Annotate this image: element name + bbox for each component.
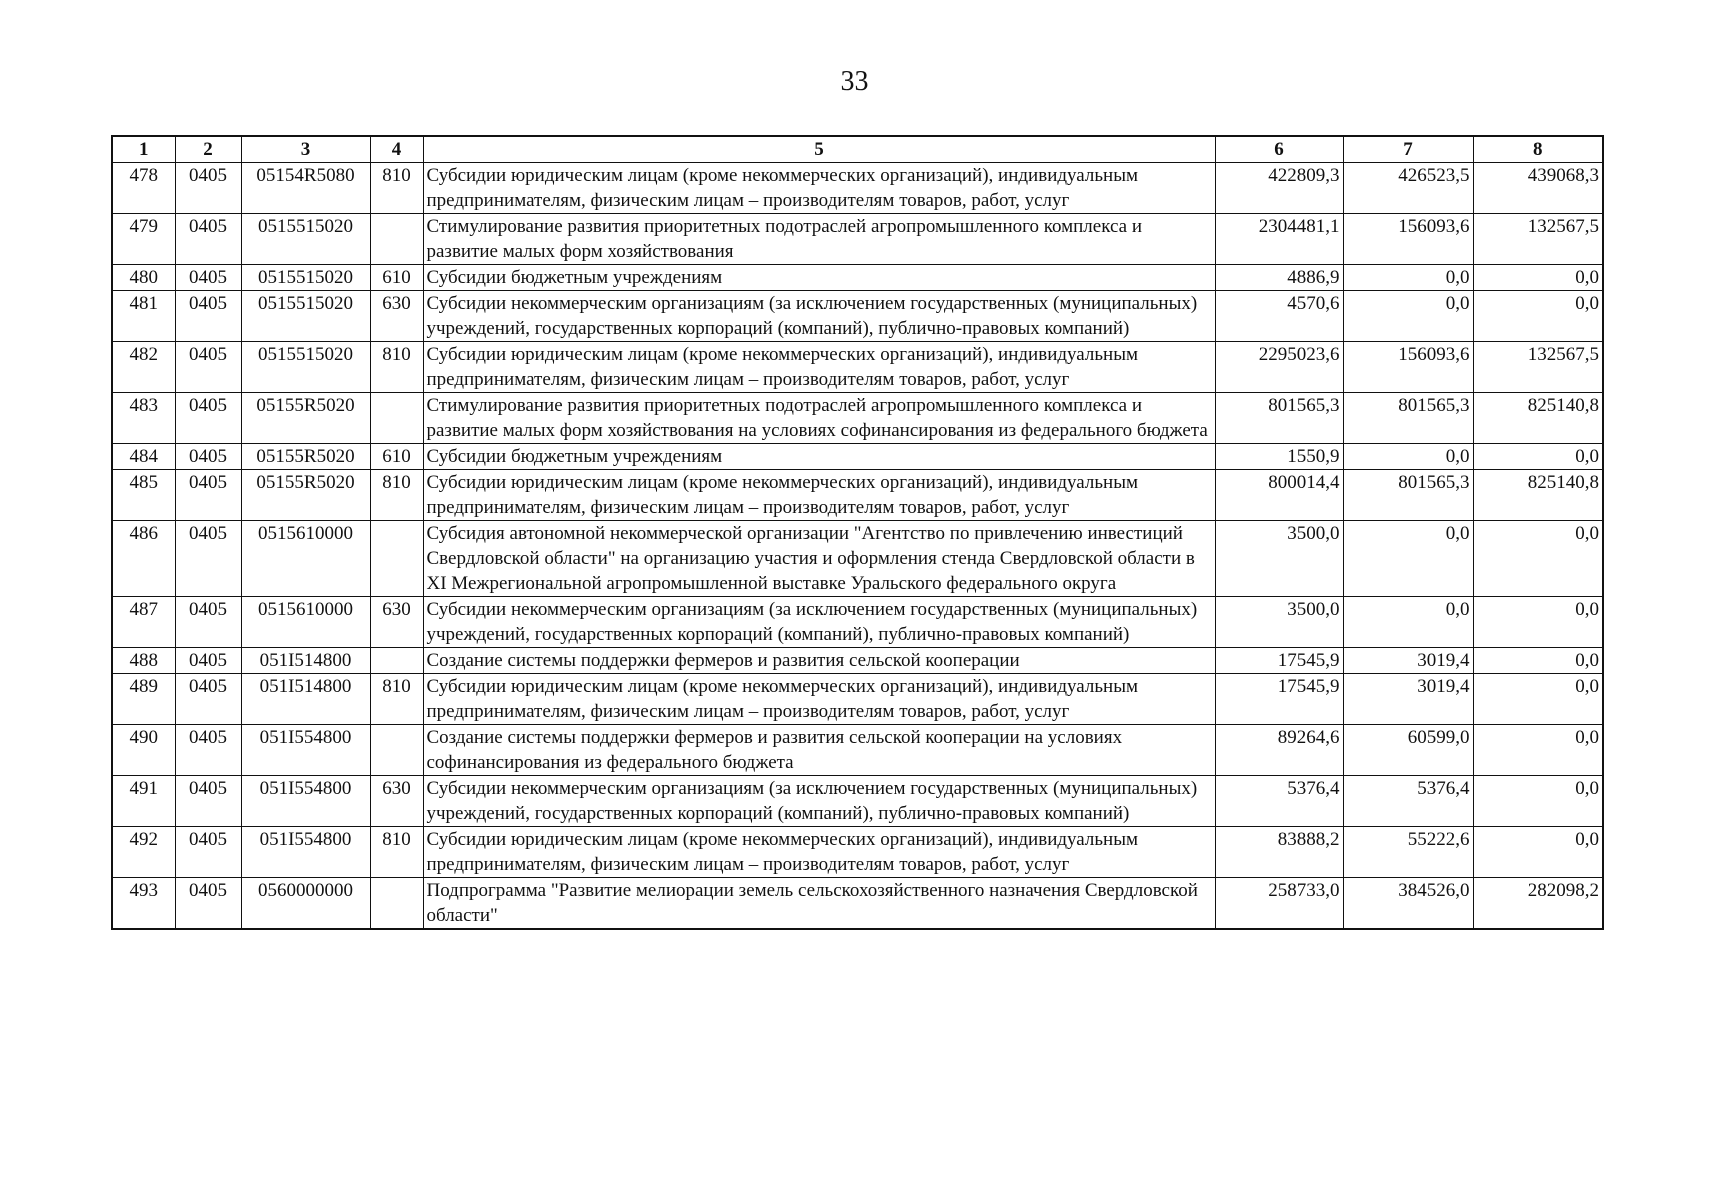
table-row [112, 163, 1603, 214]
row-number: 478 [112, 163, 175, 214]
row-description: Субсидии юридическим лицам (кроме некоммерческих организаций), индивидуальным предпринимателям, физическим лицам – производителям товаров, работ, услуг [423, 342, 1215, 393]
target-article-code: 0515610000 [241, 597, 370, 648]
row-description: Субсидии некоммерческим организациям (за исключением государственных (муниципальных) учреждений, государственных корпораций (компаний), публично-правовых компаний) [423, 776, 1215, 827]
row-number: 485 [112, 470, 175, 521]
expense-type-code [370, 878, 423, 930]
amount-col-7: 384526,0 [1343, 878, 1473, 930]
row-description: Стимулирование развития приоритетных подотраслей агропромышленного комплекса и развитие малых форм хозяйствования [423, 214, 1215, 265]
amount-col-7: 0,0 [1343, 444, 1473, 470]
expense-type-code: 610 [370, 265, 423, 291]
expense-type-code [370, 521, 423, 597]
row-description: Субсидии некоммерческим организациям (за исключением государственных (муниципальных) учреждений, государственных корпораций (компаний), публично-правовых компаний) [423, 597, 1215, 648]
amount-col-7: 0,0 [1343, 597, 1473, 648]
target-article-code: 05155R5020 [241, 444, 370, 470]
row-number: 490 [112, 725, 175, 776]
amount-col-8: 0,0 [1473, 597, 1603, 648]
target-article-code: 0515515020 [241, 265, 370, 291]
row-number: 484 [112, 444, 175, 470]
amount-col-7: 60599,0 [1343, 725, 1473, 776]
section-code: 0405 [175, 444, 241, 470]
table-body [112, 163, 1603, 930]
table-row [112, 393, 1603, 444]
expense-type-code: 810 [370, 674, 423, 725]
row-description: Субсидии юридическим лицам (кроме некоммерческих организаций), индивидуальным предпринимателям, физическим лицам – производителям товаров, работ, услуг [423, 674, 1215, 725]
target-article-code: 0515515020 [241, 291, 370, 342]
row-number: 483 [112, 393, 175, 444]
amount-col-7: 0,0 [1343, 521, 1473, 597]
amount-col-8: 0,0 [1473, 521, 1603, 597]
section-code: 0405 [175, 214, 241, 265]
table-row [112, 342, 1603, 393]
header-col-3: 3 [241, 136, 370, 163]
row-number: 493 [112, 878, 175, 930]
table-row [112, 214, 1603, 265]
header-col-7: 7 [1343, 136, 1473, 163]
row-description: Субсидии юридическим лицам (кроме некоммерческих организаций), индивидуальным предпринимателям, физическим лицам – производителям товаров, работ, услуг [423, 163, 1215, 214]
expense-type-code: 630 [370, 291, 423, 342]
row-number: 487 [112, 597, 175, 648]
amount-col-6: 422809,3 [1215, 163, 1343, 214]
header-col-8: 8 [1473, 136, 1603, 163]
amount-col-8: 0,0 [1473, 444, 1603, 470]
table-row [112, 674, 1603, 725]
amount-col-8: 282098,2 [1473, 878, 1603, 930]
amount-col-7: 0,0 [1343, 265, 1473, 291]
target-article-code: 05154R5080 [241, 163, 370, 214]
amount-col-7: 801565,3 [1343, 470, 1473, 521]
table-row [112, 648, 1603, 674]
amount-col-6: 2295023,6 [1215, 342, 1343, 393]
table-row [112, 265, 1603, 291]
amount-col-7: 5376,4 [1343, 776, 1473, 827]
table-row [112, 878, 1603, 930]
header-col-2: 2 [175, 136, 241, 163]
section-code: 0405 [175, 393, 241, 444]
header-col-5: 5 [423, 136, 1215, 163]
section-code: 0405 [175, 163, 241, 214]
target-article-code: 05155R5020 [241, 470, 370, 521]
amount-col-7: 3019,4 [1343, 648, 1473, 674]
amount-col-7: 55222,6 [1343, 827, 1473, 878]
amount-col-6: 2304481,1 [1215, 214, 1343, 265]
amount-col-6: 4570,6 [1215, 291, 1343, 342]
amount-col-6: 801565,3 [1215, 393, 1343, 444]
table-row [112, 827, 1603, 878]
expense-type-code: 810 [370, 163, 423, 214]
amount-col-6: 83888,2 [1215, 827, 1343, 878]
budget-table [111, 135, 1604, 930]
row-number: 488 [112, 648, 175, 674]
row-description: Стимулирование развития приоритетных подотраслей агропромышленного комплекса и развитие малых форм хозяйствования на условиях софинансирования из федерального бюджета [423, 393, 1215, 444]
row-number: 491 [112, 776, 175, 827]
target-article-code: 051I554800 [241, 776, 370, 827]
expense-type-code: 630 [370, 597, 423, 648]
section-code: 0405 [175, 827, 241, 878]
target-article-code: 05155R5020 [241, 393, 370, 444]
table-row [112, 725, 1603, 776]
row-description: Субсидии юридическим лицам (кроме некоммерческих организаций), индивидуальным предпринимателям, физическим лицам – производителям товаров, работ, услуг [423, 470, 1215, 521]
target-article-code: 0515610000 [241, 521, 370, 597]
expense-type-code [370, 214, 423, 265]
row-number: 489 [112, 674, 175, 725]
row-number: 480 [112, 265, 175, 291]
target-article-code: 051I514800 [241, 674, 370, 725]
table-row [112, 470, 1603, 521]
amount-col-8: 0,0 [1473, 291, 1603, 342]
page-number: 33 [840, 66, 869, 97]
row-description: Субсидии бюджетным учреждениям [423, 265, 1215, 291]
table-row [112, 597, 1603, 648]
section-code: 0405 [175, 878, 241, 930]
row-number: 481 [112, 291, 175, 342]
amount-col-6: 5376,4 [1215, 776, 1343, 827]
target-article-code: 0560000000 [241, 878, 370, 930]
row-description: Подпрограмма "Развитие мелиорации земель сельскохозяйственного назначения Свердловской области" [423, 878, 1215, 930]
amount-col-7: 156093,6 [1343, 214, 1473, 265]
amount-col-8: 0,0 [1473, 725, 1603, 776]
amount-col-8: 825140,8 [1473, 393, 1603, 444]
amount-col-6: 3500,0 [1215, 521, 1343, 597]
table-row [112, 444, 1603, 470]
table-row [112, 291, 1603, 342]
amount-col-8: 0,0 [1473, 674, 1603, 725]
amount-col-8: 0,0 [1473, 648, 1603, 674]
target-article-code: 0515515020 [241, 214, 370, 265]
amount-col-7: 801565,3 [1343, 393, 1473, 444]
amount-col-8: 0,0 [1473, 827, 1603, 878]
amount-col-7: 426523,5 [1343, 163, 1473, 214]
row-description: Субсидии некоммерческим организациям (за исключением государственных (муниципальных) учреждений, государственных корпораций (компаний), публично-правовых компаний) [423, 291, 1215, 342]
target-article-code: 051I514800 [241, 648, 370, 674]
amount-col-7: 0,0 [1343, 291, 1473, 342]
expense-type-code [370, 393, 423, 444]
amount-col-6: 89264,6 [1215, 725, 1343, 776]
expense-type-code: 610 [370, 444, 423, 470]
expense-type-code: 810 [370, 342, 423, 393]
row-number: 482 [112, 342, 175, 393]
row-number: 479 [112, 214, 175, 265]
expense-type-code: 630 [370, 776, 423, 827]
amount-col-6: 17545,9 [1215, 674, 1343, 725]
row-description: Создание системы поддержки фермеров и развития сельской кооперации на условиях софинансирования из федерального бюджета [423, 725, 1215, 776]
amount-col-8: 132567,5 [1473, 342, 1603, 393]
amount-col-6: 3500,0 [1215, 597, 1343, 648]
amount-col-7: 156093,6 [1343, 342, 1473, 393]
row-description: Создание системы поддержки фермеров и развития сельской кооперации [423, 648, 1215, 674]
expense-type-code: 810 [370, 470, 423, 521]
section-code: 0405 [175, 470, 241, 521]
amount-col-8: 132567,5 [1473, 214, 1603, 265]
amount-col-6: 258733,0 [1215, 878, 1343, 930]
amount-col-8: 825140,8 [1473, 470, 1603, 521]
table-row [112, 776, 1603, 827]
section-code: 0405 [175, 342, 241, 393]
section-code: 0405 [175, 725, 241, 776]
target-article-code: 051I554800 [241, 725, 370, 776]
amount-col-8: 0,0 [1473, 776, 1603, 827]
target-article-code: 051I554800 [241, 827, 370, 878]
section-code: 0405 [175, 648, 241, 674]
expense-type-code: 810 [370, 827, 423, 878]
amount-col-6: 1550,9 [1215, 444, 1343, 470]
row-description: Субсидии юридическим лицам (кроме некоммерческих организаций), индивидуальным предпринимателям, физическим лицам – производителям товаров, работ, услуг [423, 827, 1215, 878]
section-code: 0405 [175, 597, 241, 648]
header-col-1: 1 [112, 136, 175, 163]
row-description: Субсидии бюджетным учреждениям [423, 444, 1215, 470]
section-code: 0405 [175, 674, 241, 725]
amount-col-6: 800014,4 [1215, 470, 1343, 521]
header-col-6: 6 [1215, 136, 1343, 163]
amount-col-6: 4886,9 [1215, 265, 1343, 291]
row-description: Субсидия автономной некоммерческой организации "Агентство по привлечению инвестиций Свердловской области" на организацию участия и оформления стенда Свердловской области в XI Межрегиональной агропромышленной выставке Уральского федерального округа [423, 521, 1215, 597]
expense-type-code [370, 725, 423, 776]
header-row [112, 136, 1603, 163]
target-article-code: 0515515020 [241, 342, 370, 393]
expense-type-code [370, 648, 423, 674]
amount-col-6: 17545,9 [1215, 648, 1343, 674]
amount-col-7: 3019,4 [1343, 674, 1473, 725]
amount-col-8: 0,0 [1473, 265, 1603, 291]
header-col-4: 4 [370, 136, 423, 163]
section-code: 0405 [175, 776, 241, 827]
row-number: 486 [112, 521, 175, 597]
section-code: 0405 [175, 521, 241, 597]
table-row [112, 521, 1603, 597]
amount-col-8: 439068,3 [1473, 163, 1603, 214]
section-code: 0405 [175, 265, 241, 291]
section-code: 0405 [175, 291, 241, 342]
row-number: 492 [112, 827, 175, 878]
